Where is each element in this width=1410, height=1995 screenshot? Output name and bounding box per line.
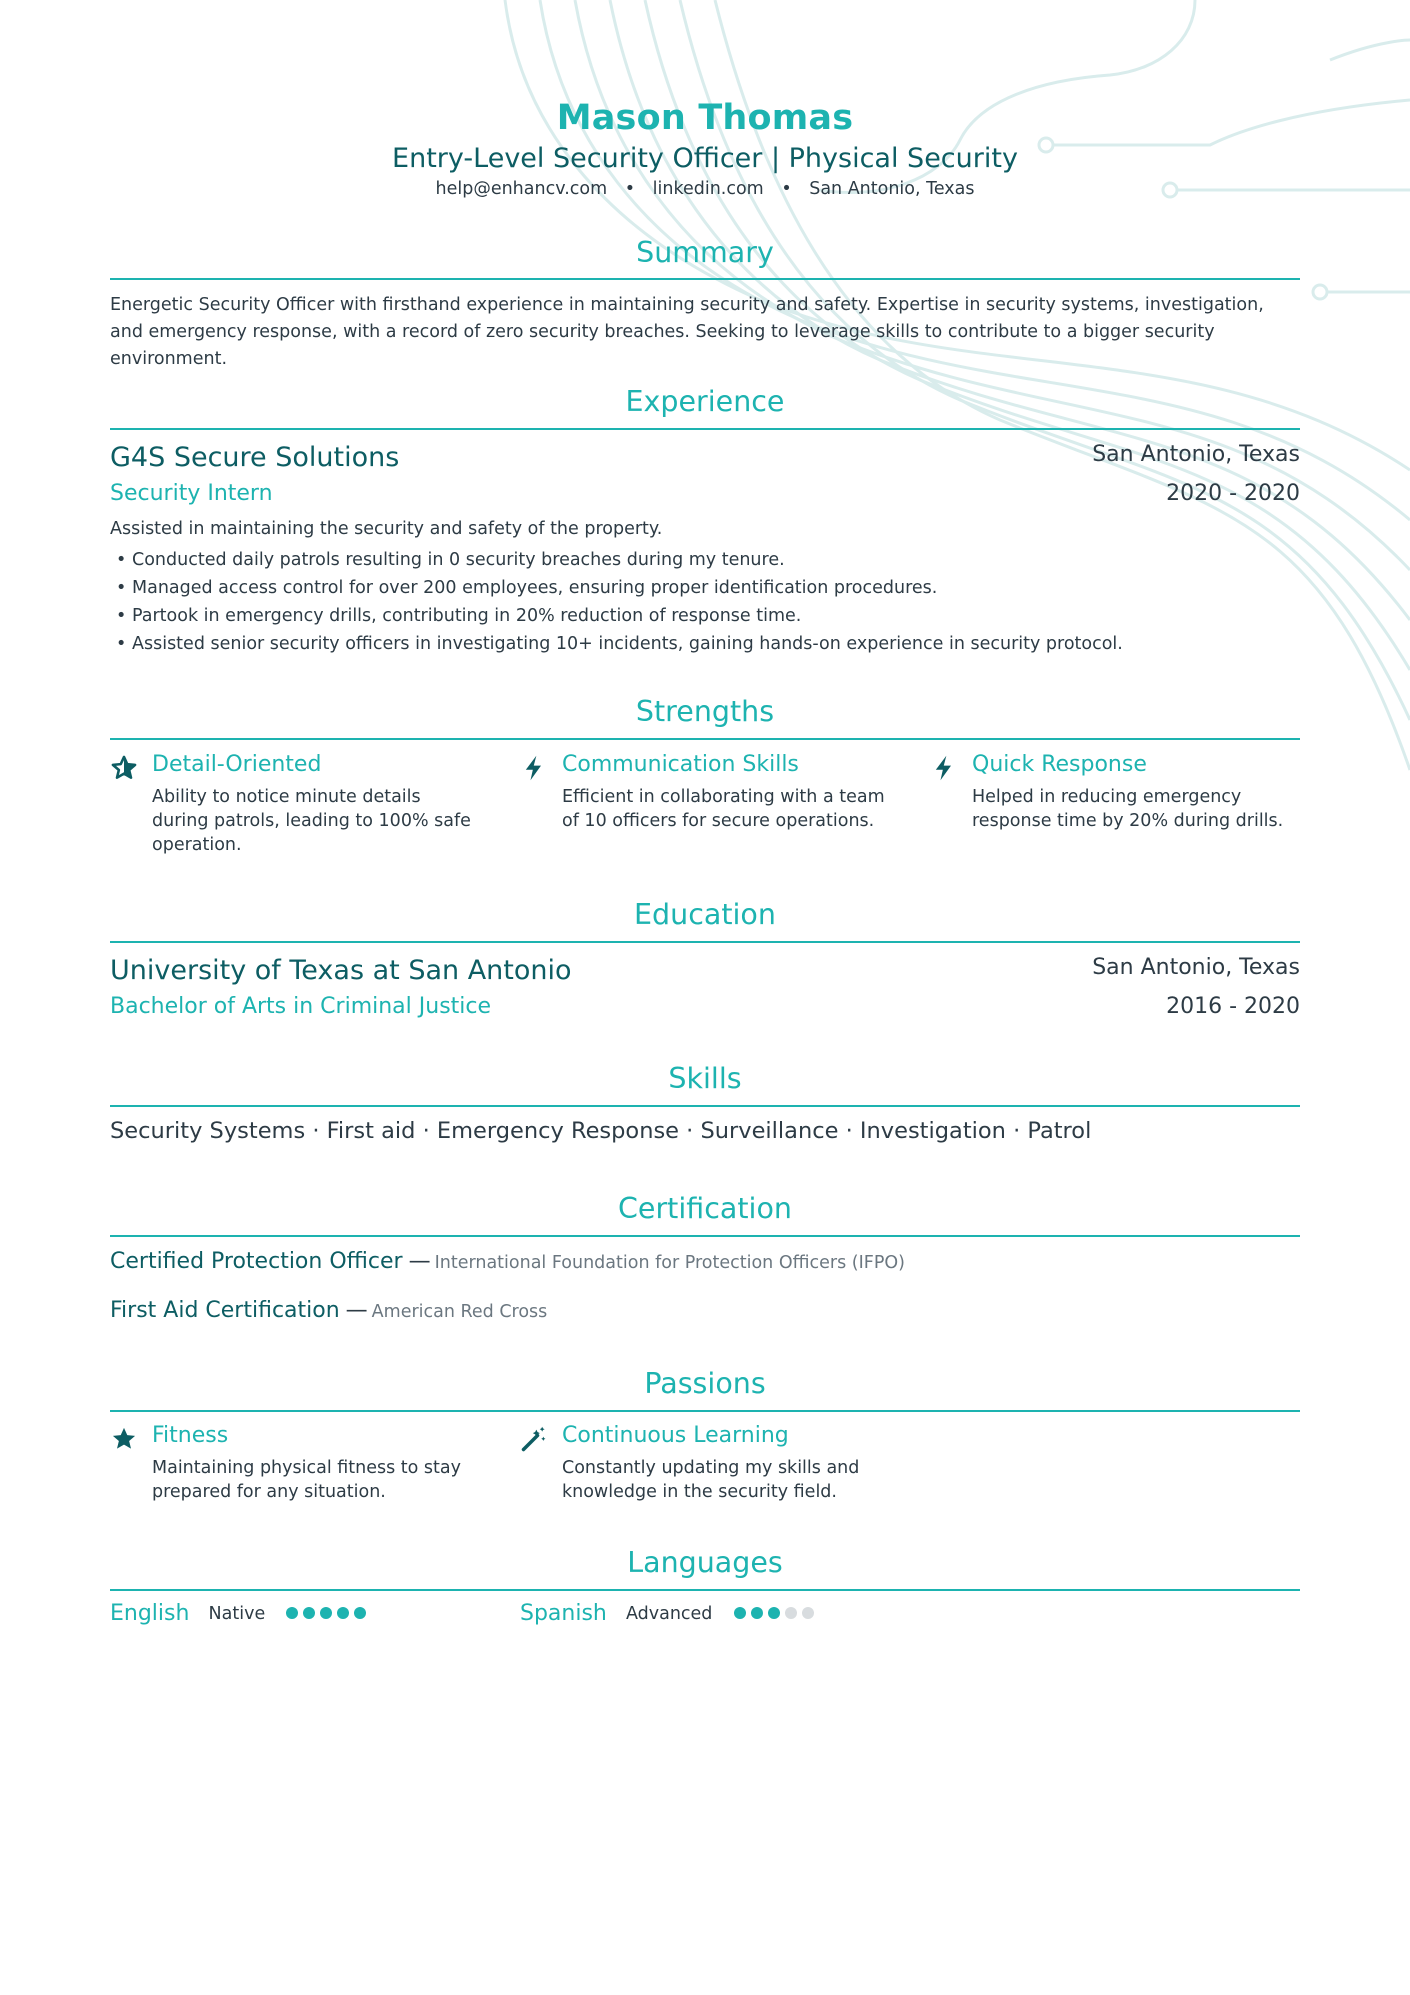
list-item: • Managed access control for over 200 employees, ensuring proper identification procedures. <box>110 574 1300 602</box>
experience-heading: Experience <box>625 385 785 418</box>
magic-wand-icon <box>520 1425 548 1453</box>
certification-heading: Certification <box>618 1192 792 1225</box>
company-name: G4S Secure Solutions <box>110 442 400 473</box>
rating-dot-filled <box>337 1607 349 1619</box>
language-item <box>520 1601 819 1626</box>
language-name: English <box>110 1601 190 1626</box>
passion-desc: Constantly updating my skills and knowledge in the security field. <box>562 1458 860 1502</box>
skills-heading: Skills <box>668 1062 742 1095</box>
languages-rule <box>110 1589 1300 1591</box>
candidate-title: Entry-Level Security Officer | Physical Security <box>392 143 1018 174</box>
rating-dot-empty <box>785 1607 797 1619</box>
list-item: • Partook in emergency drills, contributing in 20% reduction of response time. <box>110 602 1300 630</box>
experience-bullets <box>110 546 1300 658</box>
strengths-heading: Strengths <box>635 695 775 728</box>
rating-dot-filled <box>751 1607 763 1619</box>
strength-desc: Efficient in collaborating with a team of 10 officers for secure operations. <box>562 787 885 831</box>
education-rule <box>110 941 1300 943</box>
certification-item <box>110 1249 905 1274</box>
language-level: Native <box>208 1603 266 1624</box>
strength-desc: Ability to notice minute details during patrols, leading to 100% safe operation. <box>152 787 471 855</box>
strength-desc: Helped in reducing emergency response time by 20% during drills. <box>972 787 1284 831</box>
certification-issuer: International Foundation for Protection Officers (IFPO) <box>434 1253 905 1273</box>
strength-title: Communication Skills <box>562 752 799 777</box>
passions-rule <box>110 1410 1300 1412</box>
summary-text: Energetic Security Officer with firsthand experience in maintaining security and safety. Expertise in security systems, investigation, and emergency response, with a record of zero security breaches. Seeking to leverage skills to contribute to a bigger security environment. <box>110 295 1264 369</box>
rating-dot-empty <box>802 1607 814 1619</box>
list-item: • Conducted daily patrols resulting in 0 security breaches during my tenure. <box>110 546 1300 574</box>
dash: — <box>345 1298 368 1323</box>
star-icon <box>110 1425 138 1453</box>
strength-title: Quick Response <box>972 752 1147 777</box>
rating-dot-filled <box>320 1607 332 1619</box>
passion-title: Continuous Learning <box>562 1423 789 1448</box>
language-level: Advanced <box>625 1603 713 1624</box>
education-heading: Education <box>634 898 776 931</box>
education-location: San Antonio, Texas <box>1092 955 1300 980</box>
passion-title: Fitness <box>152 1423 229 1448</box>
rating-dot-filled <box>303 1607 315 1619</box>
bolt-icon <box>520 754 548 782</box>
experience-location: San Antonio, Texas <box>1092 442 1300 467</box>
summary-heading: Summary <box>636 236 774 269</box>
skills-rule <box>110 1105 1300 1107</box>
skills-list: Security Systems · First aid · Emergency Response · Surveillance · Investigation · Patrol <box>110 1118 1092 1144</box>
school-name: University of Texas at San Antonio <box>110 955 572 986</box>
bolt-icon <box>930 754 958 782</box>
location: San Antonio, Texas <box>809 179 975 199</box>
email-link[interactable]: help@enhancv.com <box>435 179 608 199</box>
rating-dot-filled <box>734 1607 746 1619</box>
summary-rule <box>110 278 1300 280</box>
strengths-rule <box>110 738 1300 740</box>
passions-heading: Passions <box>644 1367 766 1400</box>
linkedin-link[interactable]: linkedin.com <box>652 179 764 199</box>
degree: Bachelor of Arts in Criminal Justice <box>110 994 492 1019</box>
list-item: • Assisted senior security officers in investigating 10+ incidents, gaining hands-on experience in security protocol. <box>110 630 1300 658</box>
certification-name: First Aid Certification <box>110 1298 340 1323</box>
experience-dates: 2020 - 2020 <box>1166 481 1300 506</box>
separator: • <box>624 179 636 199</box>
experience-rule <box>110 428 1300 430</box>
certification-name: Certified Protection Officer <box>110 1249 403 1274</box>
language-rating <box>734 1604 819 1623</box>
rating-dot-filled <box>354 1607 366 1619</box>
rating-dot-filled <box>286 1607 298 1619</box>
job-role: Security Intern <box>110 481 273 506</box>
language-rating <box>286 1604 371 1623</box>
candidate-name: Mason Thomas <box>556 98 854 138</box>
language-item <box>110 1601 371 1626</box>
star-outline-icon <box>110 754 138 782</box>
strength-title: Detail-Oriented <box>152 752 322 777</box>
certification-issuer: American Red Cross <box>371 1302 548 1322</box>
certification-rule <box>110 1235 1300 1237</box>
education-dates: 2016 - 2020 <box>1166 994 1300 1019</box>
certification-item <box>110 1298 547 1323</box>
rating-dot-filled <box>768 1607 780 1619</box>
separator: • <box>781 179 792 199</box>
dash: — <box>408 1249 431 1274</box>
passion-desc: Maintaining physical fitness to stay prepared for any situation. <box>152 1458 461 1502</box>
languages-heading: Languages <box>627 1546 783 1579</box>
contact-line <box>110 179 1300 199</box>
language-name: Spanish <box>520 1601 607 1626</box>
experience-description: Assisted in maintaining the security and safety of the property. <box>110 519 663 539</box>
